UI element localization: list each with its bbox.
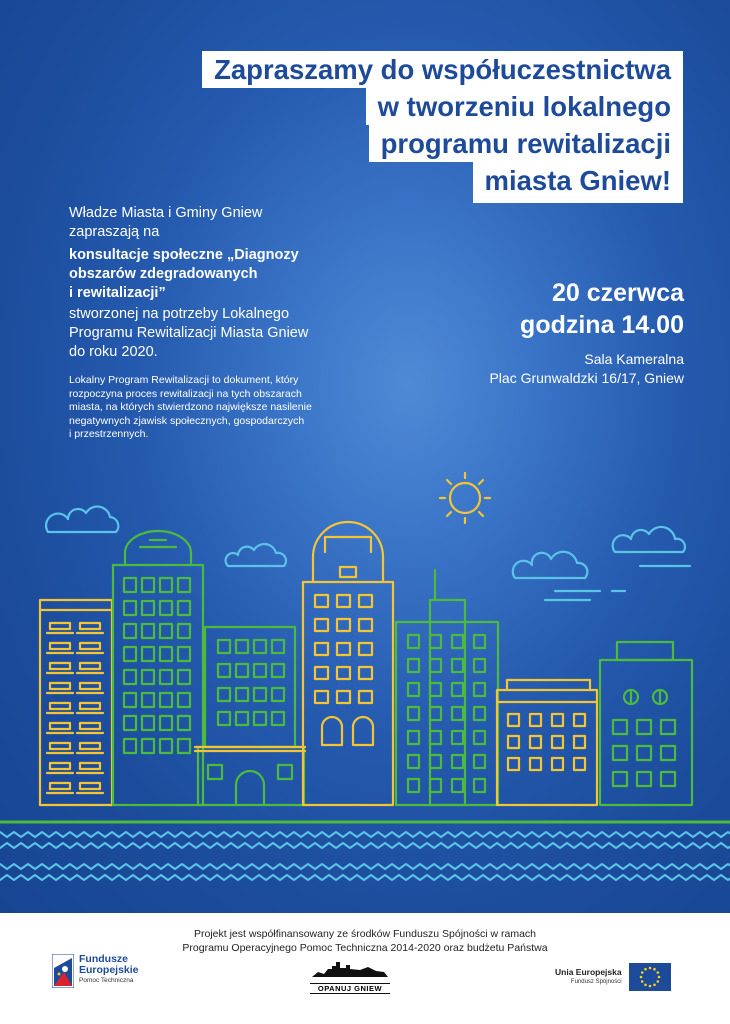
window (50, 623, 70, 629)
wave-line (0, 832, 730, 837)
window (160, 624, 172, 638)
window (218, 688, 230, 701)
consultation-title-line: obszarów zdegradowanych (69, 266, 258, 282)
eu-star (656, 971, 659, 974)
fundusze-europejskie-logo (52, 954, 139, 988)
window (178, 739, 190, 753)
window (160, 693, 172, 707)
intro-after-line: stworzonej na potrzeby Lokalnego (69, 306, 290, 322)
event-venue: Sala Kameralna (584, 351, 684, 367)
window (637, 746, 651, 760)
wave-line (0, 864, 730, 869)
window (337, 667, 350, 679)
funding-line: Programu Operacyjnego Pomoc Techniczna 2014-2020 oraz budżetu Państwa (182, 942, 548, 954)
headline-line-3: programu rewitalizacji (369, 125, 683, 162)
window (80, 763, 100, 769)
building-6 (396, 570, 498, 805)
window (574, 714, 585, 726)
event-time: godzina 14.00 (520, 311, 684, 339)
window (408, 779, 419, 792)
window (272, 712, 284, 725)
eu-star (644, 983, 647, 986)
eu-star (653, 983, 656, 986)
window (236, 664, 248, 677)
intro-after-line: do roku 2020. (69, 344, 158, 360)
window (474, 683, 485, 696)
window (408, 683, 419, 696)
window (613, 746, 627, 760)
event-address: Plac Grunwaldzki 16/17, Gniew (489, 370, 684, 386)
description-line: rozpoczyna proces rewitalizacji na tych obszarach (69, 387, 302, 400)
window (124, 647, 136, 661)
window (80, 723, 100, 729)
eu-star (648, 967, 651, 970)
window (452, 779, 463, 792)
window (142, 601, 154, 615)
window (661, 772, 675, 786)
window (452, 707, 463, 720)
window (272, 664, 284, 677)
window (178, 647, 190, 661)
description-line: Lokalny Program Rewitalizacji to dokument, który (69, 374, 299, 386)
window (430, 683, 441, 696)
opanuj-gniew-text: OPANUJ GNIEW (310, 983, 390, 994)
window (430, 731, 441, 744)
window (408, 731, 419, 744)
window (430, 755, 441, 768)
window (178, 624, 190, 638)
fe-logo-line: Fundusze (79, 953, 128, 965)
window (50, 703, 70, 709)
building-7 (497, 680, 597, 805)
window (178, 670, 190, 684)
eu-flag-icon (629, 963, 671, 991)
window (142, 624, 154, 638)
window (661, 746, 675, 760)
window (254, 688, 266, 701)
fe-logo-icon (52, 954, 74, 988)
window (142, 716, 154, 730)
window (80, 683, 100, 689)
building-2 (113, 531, 203, 805)
window (160, 670, 172, 684)
window (452, 635, 463, 648)
window (178, 716, 190, 730)
wave-line (0, 843, 730, 848)
window (408, 707, 419, 720)
window (80, 783, 100, 789)
opanuj-gniew-logo (310, 960, 390, 994)
intro-line-2: zapraszają na (69, 224, 160, 240)
window (474, 731, 485, 744)
wave-line (0, 875, 730, 880)
window (124, 670, 136, 684)
window (359, 667, 372, 679)
window (160, 578, 172, 592)
funding-line: Projekt jest współfinansowany ze środków Funduszu Spójności w ramach (194, 928, 536, 940)
window (315, 691, 328, 703)
eu-logo (555, 963, 671, 991)
window (218, 640, 230, 653)
window (508, 736, 519, 748)
eu-star (648, 985, 651, 988)
intro-after-line: Programu Rewitalizacji Miasta Gniew (69, 325, 309, 341)
window (474, 755, 485, 768)
castle-skyline-icon (310, 960, 390, 978)
window (530, 758, 541, 770)
window (474, 779, 485, 792)
window (80, 703, 100, 709)
cloud-icon (46, 507, 118, 532)
window (160, 739, 172, 753)
window (337, 619, 350, 631)
window (552, 736, 563, 748)
window (80, 743, 100, 749)
window (637, 720, 651, 734)
window (508, 714, 519, 726)
window (574, 736, 585, 748)
window (80, 623, 100, 629)
window (142, 578, 154, 592)
window (124, 578, 136, 592)
event-details (384, 277, 684, 388)
eu-star (653, 968, 656, 971)
window (124, 601, 136, 615)
eu-star (656, 980, 659, 983)
window (236, 712, 248, 725)
consultation-title (69, 246, 369, 303)
window (613, 720, 627, 734)
window (359, 643, 372, 655)
window (359, 595, 372, 607)
window (254, 712, 266, 725)
window (474, 635, 485, 648)
window (315, 595, 328, 607)
window (430, 707, 441, 720)
building-8 (600, 642, 692, 805)
window (178, 693, 190, 707)
eu-star (657, 976, 660, 979)
city-illustration (0, 470, 730, 913)
window (50, 683, 70, 689)
window (337, 691, 350, 703)
cloud-icon (226, 544, 286, 566)
window (160, 601, 172, 615)
window (218, 664, 230, 677)
description-line: negatywnych zjawisk społecznych, gospodarczych (69, 414, 305, 427)
window (337, 595, 350, 607)
window (430, 779, 441, 792)
window (160, 716, 172, 730)
sun-icon (440, 473, 490, 523)
eu-star (639, 976, 642, 979)
window (142, 693, 154, 707)
window (552, 714, 563, 726)
window (124, 624, 136, 638)
program-description (69, 374, 369, 442)
window (80, 643, 100, 649)
invitation-text (69, 204, 369, 442)
window (178, 578, 190, 592)
window (160, 647, 172, 661)
window (50, 783, 70, 789)
eu-star (641, 980, 644, 983)
window (315, 643, 328, 655)
window (178, 601, 190, 615)
window (218, 712, 230, 725)
window (474, 659, 485, 672)
window (236, 640, 248, 653)
building-1 (40, 600, 112, 805)
window (430, 659, 441, 672)
window (574, 758, 585, 770)
building-5 (303, 522, 393, 805)
window (530, 714, 541, 726)
headline-line-2: w tworzeniu lokalnego (366, 88, 683, 125)
window (254, 664, 266, 677)
headline-line-1: Zapraszamy do współuczestnictwa (202, 51, 683, 88)
intro-line-1: Władze Miasta i Gminy Gniew (69, 205, 263, 221)
window (408, 659, 419, 672)
window (50, 723, 70, 729)
window (474, 707, 485, 720)
building-3 (205, 627, 295, 747)
window (50, 643, 70, 649)
waves (0, 832, 730, 880)
window (272, 688, 284, 701)
window (142, 739, 154, 753)
window (430, 635, 441, 648)
window (452, 659, 463, 672)
window (124, 739, 136, 753)
window (236, 688, 248, 701)
description-line: miasta, na których stwierdzono największe nasilenie (69, 401, 312, 413)
headline-line-4: miasta Gniew! (473, 162, 683, 203)
window (315, 619, 328, 631)
window (80, 663, 100, 669)
window (359, 691, 372, 703)
window (613, 772, 627, 786)
window (254, 640, 266, 653)
cloud-icon (513, 552, 588, 578)
eu-logo-sub: Fundusz Spójności (570, 979, 622, 985)
window (408, 755, 419, 768)
window (552, 758, 563, 770)
building-4 (198, 747, 304, 805)
funding-note (0, 927, 730, 955)
window (50, 743, 70, 749)
consultation-title-line: i rewitalizacji” (69, 285, 166, 301)
window (359, 619, 372, 631)
window (142, 647, 154, 661)
window (272, 640, 284, 653)
window (50, 663, 70, 669)
window (452, 755, 463, 768)
window (508, 758, 519, 770)
window (315, 667, 328, 679)
event-date: 20 czerwca (551, 279, 684, 307)
window (50, 763, 70, 769)
consultation-title-line: konsultacje społeczne „Diagnozy (69, 247, 299, 263)
window (452, 731, 463, 744)
window (661, 720, 675, 734)
window (337, 643, 350, 655)
eu-logo-title: Unia Europejska (555, 967, 622, 977)
window (142, 670, 154, 684)
window (530, 736, 541, 748)
window (637, 772, 651, 786)
window (124, 693, 136, 707)
eu-star (644, 968, 647, 971)
description-line: i przestrzennych. (69, 428, 149, 440)
eu-star (641, 971, 644, 974)
window (408, 635, 419, 648)
cloud-icon (613, 527, 685, 552)
fe-logo-sub: Pomoc Techniczna (79, 977, 134, 984)
window (124, 716, 136, 730)
fe-logo-line: Europejskie (79, 964, 139, 976)
window (452, 683, 463, 696)
